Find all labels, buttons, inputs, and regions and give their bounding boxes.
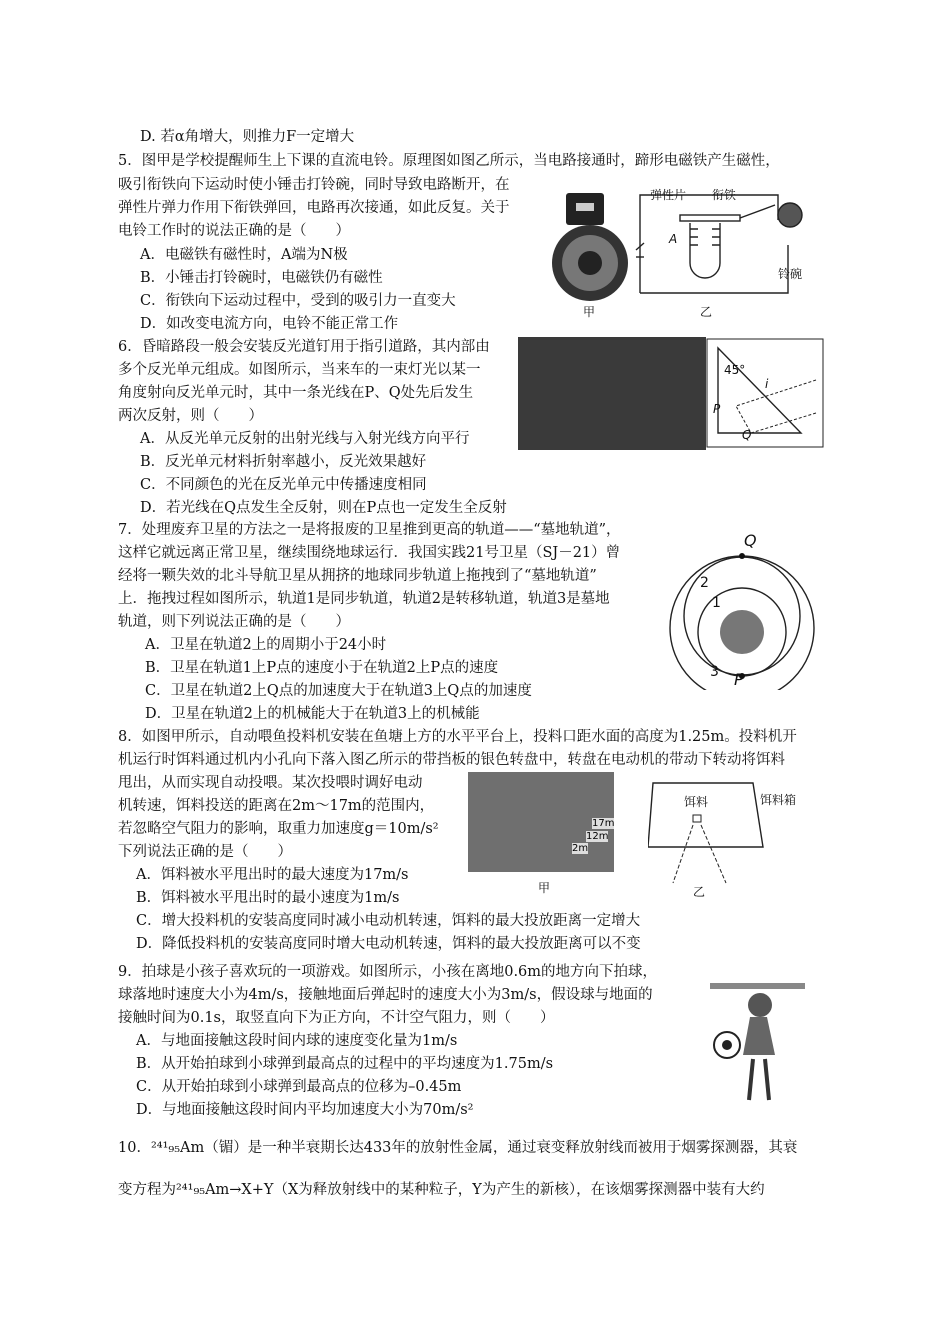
q5-stem-line: 弹性片弹力作用下衔铁弹回，电路再次接通，如此反复。关于 <box>118 200 510 216</box>
q8-option-b: B．饵料被水平甩出时的最小速度为1m/s <box>136 890 400 906</box>
q10-line-1: 10．²⁴¹₉₅Am（镅）是一种半衰期长达433年的放射性金属，通过衰变释放射线而被用于烟雾探测器，其衰 <box>118 1140 798 1156</box>
q7-orbit-figure <box>660 540 830 690</box>
q7-stem-line: 这样它就远离正常卫星，继续围绕地球运行．我国实践21号卫星（SJ－21）曾 <box>118 545 621 561</box>
feed-box-label: 饵料箱 <box>760 793 797 807</box>
q5-stem-line: 电铃工作时的说法正确的是（ ） <box>118 223 350 239</box>
q7-stem-line: 上．拖拽过程如图所示，轨道1是同步轨道，轨道2是转移轨道，轨道3是墓地 <box>118 591 610 607</box>
orbit-p-label: P <box>734 670 744 689</box>
feeder-jia-label: 甲 <box>538 881 551 895</box>
feed-yi-label: 乙 <box>693 885 706 899</box>
angle-label: 45° <box>724 363 746 377</box>
q9-stem-line: 球落地时速度大小为4m/s，接触地面后弹起时的速度大小为3m/s，假设球与地面的 <box>118 987 653 1003</box>
bell-photo <box>552 193 628 301</box>
bowl-label: 铃碗 <box>778 267 803 281</box>
q8-option-c: C．增大投料机的安装高度同时减小电动机转速，饵料的最大投放距离一定增大 <box>136 913 641 929</box>
q6-stem-line: 角度射向反光单元时，其中一条光线在P、Q处先后发生 <box>118 385 474 401</box>
fig-yi-label: 乙 <box>700 305 713 319</box>
orbit-1-label: 1 <box>712 595 721 611</box>
q4-option-d: D. 若α角增大，则推力F一定增大 <box>140 129 355 145</box>
q8-stem-line: 8．如图甲所示，自动喂鱼投料机安装在鱼塘上方的水平平台上，投料口距水面的高度为1.25m。投料机开 <box>118 729 797 745</box>
q5-stem-line: 5．图甲是学校提醒师生上下课的直流电铃。原理图如图乙所示，当电路接通时，蹄形电磁铁产生磁性， <box>118 153 780 169</box>
q-label: Q <box>742 428 752 442</box>
q6-option-d: D．若光线在Q点发生全反射，则在P点也一定发生全反射 <box>140 500 507 516</box>
spring-label: 弹性片 <box>650 188 687 202</box>
q9-option-b: B．从开始拍球到小球弹到最高点的过程中的平均速度为1.75m/s <box>136 1056 554 1072</box>
q7-stem-line: 经将一颗失效的北斗导航卫星从拥挤的地球同步轨道上拖拽到了“墓地轨道” <box>118 568 597 584</box>
q7-option-b: B．卫星在轨道1上P点的速度小于在轨道2上P点的速度 <box>145 660 499 676</box>
distance-17m: 17m <box>592 818 615 829</box>
q9-stem-line: 9．拍球是小孩子喜欢玩的一项游戏。如图所示，小孩在离地0.6m的地方向下拍球， <box>118 964 658 980</box>
earth <box>720 610 764 654</box>
q7-option-a: A．卫星在轨道2上的周期小于24小时 <box>145 637 387 653</box>
q8-option-a: A．饵料被水平甩出时的最大速度为17m/s <box>136 867 409 883</box>
orbit-3-label: 3 <box>710 664 719 680</box>
road-stud-photo <box>518 337 706 450</box>
q7-option-d: D．卫星在轨道2上的机械能大于在轨道3上的机械能 <box>145 706 480 722</box>
orbit-q-label: Q <box>744 531 757 550</box>
q6-prism-figure <box>706 338 824 448</box>
q6-option-a: A．从反光单元反射的出射光线与入射光线方向平行 <box>140 431 470 447</box>
q7-stem-line: 轨道，则下列说法正确的是（ ） <box>118 614 350 630</box>
q5-stem-line: 吸引衔铁向下运动时使小锤击打铃碗，同时导致电路断开，在 <box>118 177 510 193</box>
q7-stem-line: 7．处理废弃卫星的方法之一是将报废的卫星推到更高的轨道——“墓地轨道”， <box>118 522 621 538</box>
q6-stem-line: 两次反射，则（ ） <box>118 408 263 424</box>
q10-line-2: 变方程为²⁴¹₉₅Am→X+Y（X为释放射线中的某种粒子，Y为产生的新核），在该烟雾探测器中装有大约 <box>118 1182 765 1198</box>
q5-option-a: A．电磁铁有磁性时，A端为N极 <box>140 247 348 263</box>
p-label: P <box>713 402 721 416</box>
armature-label: 衔铁 <box>712 188 737 202</box>
fig-jia-label: 甲 <box>583 305 596 319</box>
point-a-label: A <box>669 232 678 246</box>
q6-stem-line: 6．昏暗路段一般会安装反光道钉用于指引道路，其内部由 <box>118 339 490 355</box>
q8-stem-line: 甩出，从而实现自动投喂。某次投喂时调好电动 <box>118 775 423 791</box>
i-label: i <box>765 377 769 391</box>
q5-bell-figure <box>550 185 820 320</box>
q5-option-c: C．衔铁向下运动过程中，受到的吸引力一直变大 <box>140 293 456 309</box>
q8-stem-line: 若忽略空气阻力的影响，取重力加速度g＝10m/s² <box>118 821 439 837</box>
q7-option-c: C．卫星在轨道2上Q点的加速度大于在轨道3上Q点的加速度 <box>145 683 532 699</box>
q9-option-d: D．与地面接触这段时间内平均加速度大小为70m/s² <box>136 1102 474 1118</box>
q9-option-a: A．与地面接触这段时间内球的速度变化量为1m/s <box>136 1033 458 1049</box>
distance-2m: 2m <box>572 843 589 854</box>
q8-stem-line: 下列说法正确的是（ ） <box>118 844 292 860</box>
q5-option-d: D．如改变电流方向，电铃不能正常工作 <box>140 316 399 332</box>
q9-stem-line: 接触时间为0.1s，取竖直向下为正方向，不计空气阻力，则（ ） <box>118 1010 555 1026</box>
child-bouncing-ball-figure <box>705 975 815 1105</box>
q8-stem-line: 机运行时饵料通过机内小孔向下落入图乙所示的带挡板的银色转盘中，转盘在电动机的带动下转动将饵料 <box>118 752 785 768</box>
q6-option-b: B．反光单元材料折射率越小，反光效果越好 <box>140 454 427 470</box>
orbit-2-label: 2 <box>700 575 709 591</box>
q8-option-d: D．降低投料机的安装高度同时增大电动机转速，饵料的最大投放距离可以不变 <box>136 936 641 952</box>
q6-stem-line: 多个反光单元组成。如图所示，当来车的一束灯光以某一 <box>118 362 481 378</box>
distance-12m: 12m <box>586 831 609 842</box>
q5-option-b: B．小锤击打铃碗时，电磁铁仍有磁性 <box>140 270 383 286</box>
q9-option-c: C．从开始拍球到小球弹到最高点的位移为–0.45m <box>136 1079 462 1095</box>
q6-option-c: C．不同颜色的光在反光单元中传播速度相同 <box>140 477 427 493</box>
feed-label: 饵料 <box>684 795 709 809</box>
q8-stem-line: 机转速，饵料投送的距离在2m～17m的范围内， <box>118 798 435 814</box>
